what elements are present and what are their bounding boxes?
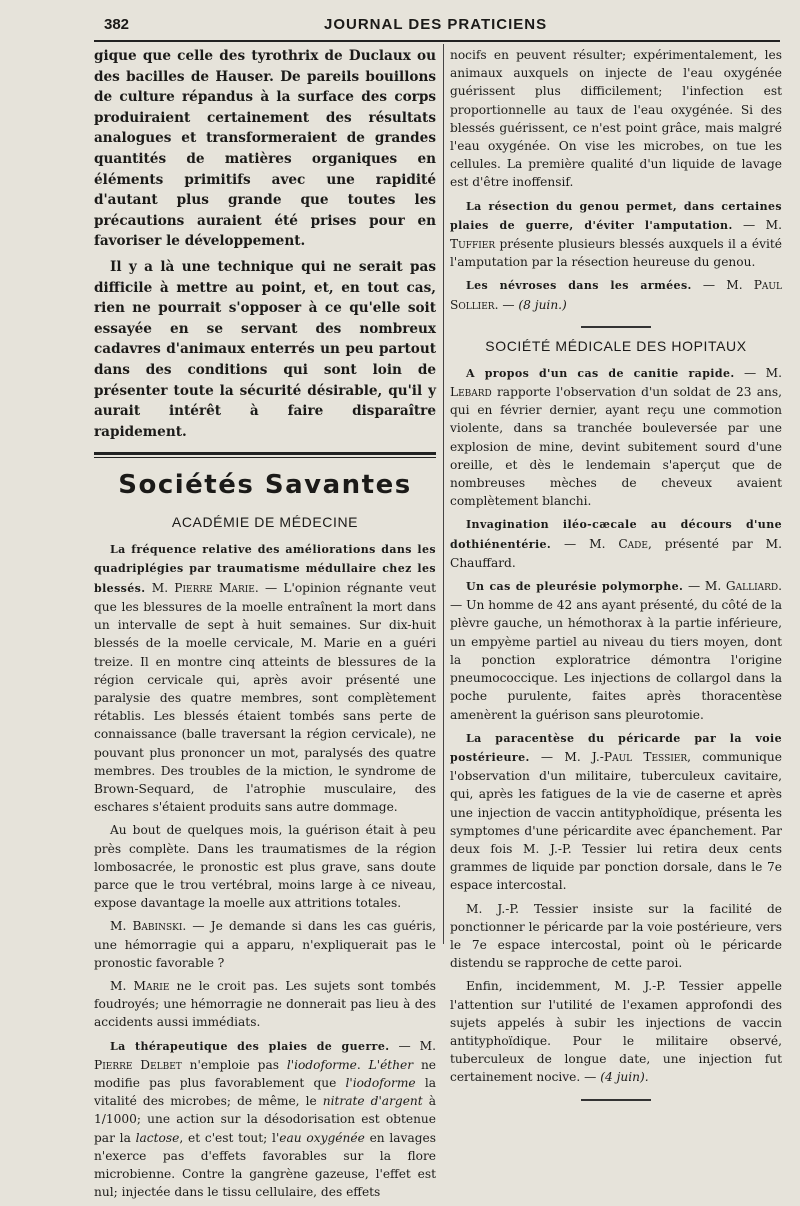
section-title: Sociétés Savantes	[118, 470, 412, 501]
entry-title: Invagination iléo-cæcale au décours d'une dothiénentérie.	[450, 518, 782, 551]
entry-text: Enfin, incidemment, M. J.-P. Tessier appelle l'attention sur l'utilité de l'examen approfondi des sujets appelés à subir les injections de vaccin antityphoïdique. Pour le militaire observé, tuberculeux de longue date, une injection fut certainement nocive. —	[450, 979, 782, 1085]
report-entry	[94, 540, 436, 816]
entry-emphasis: L'éther	[368, 1057, 414, 1072]
entry-title: Un cas de pleurésie polymorphe.	[466, 580, 684, 594]
end-rule	[581, 1099, 651, 1101]
paragraph: nocifs en peuvent résulter; expérimentalement, les animaux auxquels on injecte de l'eau oxygénée guérissent plus difficilement; l'infection est proportionnelle au taux de l'eau oxygénée. Si des blessés guérissent, ce n'est point grâce, mais malgré l'eau oxygénée. On vise les microbes, on tue les cellules. La première qualité d'un liquide de lavage est d'être inoffensif.	[450, 48, 782, 190]
entry-text: , et c'est tout; l'	[179, 1130, 280, 1145]
entry-text: à 1/1000; une action sur la désodorisation est obtenue par la	[94, 1094, 436, 1145]
entry-author: — M. Paul Sollier.	[450, 278, 782, 312]
section-rule	[581, 326, 651, 328]
entry-title: La fréquence relative des améliorations dans les quadriplégies par traumatisme médullaire chez les blessés.	[94, 543, 436, 595]
report-entry	[450, 276, 782, 313]
paragraph: Il y a là une technique qui ne serait pas difficile à mettre au point, et, en tout cas, rien ne pourrait s'opposer à ce qu'elle soit essayée en se servant des nombreux cadavres d'animaux enterrés un peu partout dans des conditions qui sont loin de présenter toute la sécurité désirable, qu'il y aurait intérêt à faire disparaître rapidement.	[94, 258, 436, 440]
report-entry	[450, 577, 782, 724]
entry-text: communique l'observation d'un militaire, tuberculeux cavitaire, qui, après les fatigues de la vie de caserne et après une injection de vaccin antityphoïdique, présenta les symptomes d'une péricardite avec épanchement. Par deux fois M. J.-P. Tessier lui retira deux cents grammes de liquide par ponction dorsale, dans le 7e espace intercostal.	[450, 749, 782, 893]
subsection-title: ACADÉMIE DE MÉDECINE	[171, 514, 359, 531]
column-divider	[443, 44, 444, 944]
entry-author: M. Babinski.	[110, 919, 187, 934]
entry-author: — M. J.-Paul Tessier,	[529, 749, 692, 764]
entry-text: —	[498, 297, 519, 312]
entry-emphasis: eau oxygénée	[279, 1130, 365, 1145]
report-entry	[94, 917, 436, 972]
entry-date: (8 juin.)	[518, 297, 567, 312]
entry-author: M. Pierre Marie.	[151, 580, 259, 595]
report-entry	[450, 729, 782, 895]
entry-text: .	[356, 1057, 369, 1072]
paragraph: M. J.-P. Tessier insiste sur la facilité de ponctionner le péricarde par la voie postérieure, vers le 7e espace intercostal, point où le péricarde distendu se rapproche de cette paroi.	[450, 901, 782, 971]
report-entry	[450, 197, 782, 272]
report-entry	[94, 1037, 436, 1202]
entry-text: — Un homme de 42 ans ayant présenté, du côté de la plèvre gauche, un hémothorax à la partie inférieure, un empyème partiel au niveau du tiers moyen, dont la ponction exploratrice démontra l'origine pneumococcique. Les injections de collargol dans la poche purulente, faites après thoracentèse amenèrent la guérison sans pleurotomie.	[450, 598, 782, 722]
entry-text: en lavages n'exerce pas d'effets favorables sur la flore microbienne. Contre la gangrène gazeuse, l'effet est nul; injectée dans le tissu cellulaire, des effets	[94, 1130, 436, 1200]
entry-text: rapporte l'observation d'un soldat de 23 ans, qui en février dernier, ayant reçu une commotion violente, dans sa tranchée bouleversée par une explosion de mine, devint subitement sourd d'une oreille, et dès le lendemain s'aperçut que de nombreuses mèches de cheveux avaient complètement blanchi.	[450, 385, 782, 509]
entry-emphasis: l'iodoforme	[345, 1075, 416, 1090]
journal-title: JOURNAL DES PRATICIENS	[324, 16, 548, 33]
entry-title: Les névroses dans les armées.	[466, 279, 692, 293]
entry-author: — M. Pierre Delbet	[94, 1038, 436, 1072]
entry-author: M. Marie	[110, 978, 170, 993]
paragraph: gique que celle des tyrothrix de Duclaux ou des bacilles de Hauser. De pareils bouillons de culture répandus à la surface des corps produiraient certainement des résultats analogues et transformeraient de grandes quantités de matières organiques en éléments primitifs avec une rapidité d'autant plus grande que toutes les précautions auraient été prises pour en favoriser le développement.	[94, 48, 436, 250]
report-entry	[94, 977, 436, 1032]
report-entry	[450, 977, 782, 1086]
header-rule	[94, 40, 780, 42]
entry-text: la vitalité des microbes; de même, le	[94, 1075, 436, 1109]
entry-author: — M. Cade,	[551, 536, 652, 551]
entry-text: présente plusieurs blessés auxquels il a évité l'amputation par la résection heureuse du genou.	[450, 237, 782, 270]
entry-emphasis: l'iodoforme	[286, 1057, 357, 1072]
entry-date: (4 juin).	[600, 1070, 649, 1085]
report-entry	[450, 515, 782, 572]
entry-text: ne le croit pas. Les sujets sont tombés foudroyés; une hémorragie ne donnerait pas lieu à des accidents aussi immédiats.	[94, 978, 436, 1030]
left-column	[94, 46, 436, 1206]
running-header	[104, 12, 780, 36]
entry-title: La résection du genou permet, dans certaines plaies de guerre, d'éviter l'amputation.	[450, 199, 782, 232]
entry-text: ne modifie pas plus favorablement que	[94, 1057, 437, 1090]
page-number: 382	[104, 16, 130, 33]
entry-title: A propos d'un cas de canitie rapide.	[466, 366, 735, 380]
entry-author: — M. Lebard	[450, 365, 782, 400]
right-column	[450, 46, 782, 1111]
subsection-title: SOCIÉTÉ MÉDICALE DES HOPITAUX	[485, 337, 747, 354]
entry-title: La paracentèse du péricarde par la voie postérieure.	[450, 731, 782, 764]
entry-text: présenté par M. Chauffard.	[450, 536, 782, 570]
section-rule	[94, 452, 436, 458]
report-entry	[450, 364, 782, 511]
entry-emphasis: nitrate d'argent	[322, 1094, 423, 1109]
entry-text: — Je demande si dans les cas guéris, une hémorragie qui a apparu, n'expliquerait pas le pronostic favorable ?	[94, 919, 436, 970]
entry-text: — L'opinion régnante veut que les blessures de la moelle entraînent la mort dans un intervalle de sept à huit semaines. Sur dix-huit blessés de la moelle cervicale, M. Marie en a guéri treize. Il en montre cinq atteints de blessures de la région cervicale qui, après avoir présenté une paralysie des quatre membres, sont complètement rétablis. Les blessés étaient tombés sans perte de connaissance (balle traversant la région cervicale), ne pouvant plus prononcer un mot, paralysés des quatre membres. Des troubles de la miction, le syndrome de Brown-Sequard, de l'atrophie musculaire, des eschares s'étaient produits sans autre dommage.	[94, 580, 437, 815]
entry-author: — M. Galliard.	[683, 579, 782, 594]
entry-author: — M. Tuffier	[450, 217, 782, 252]
entry-title: La thérapeutique des plaies de guerre.	[110, 1039, 390, 1053]
entry-text: n'emploie pas	[181, 1057, 287, 1072]
paragraph: Au bout de quelques mois, la guérison était à peu près complète. Dans les traumatismes de la région lombosacrée, le pronostic est plus grave, sans doute parce que le trou vertébral, moins large à ce niveau, expose davantage la moelle aux attritions totales.	[94, 823, 436, 911]
entry-emphasis: lactose	[135, 1130, 180, 1145]
